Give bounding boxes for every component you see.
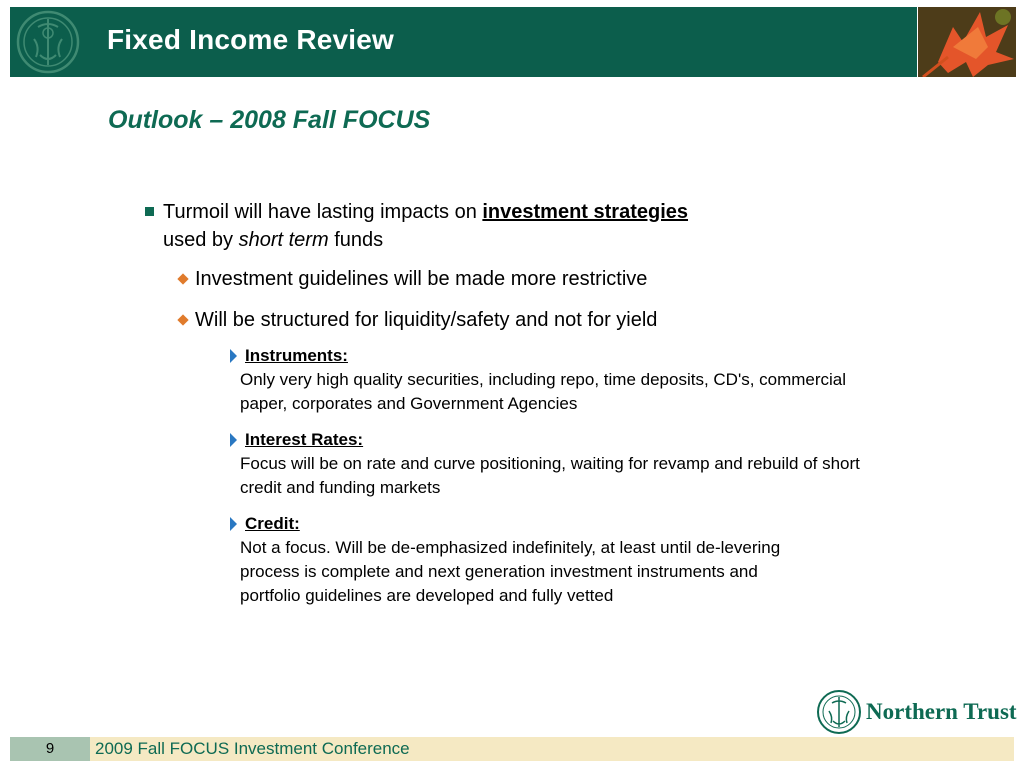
- detail-body: Only very high quality securities, including repo, time deposits, CD's, commercial paper, corporates and Government Agencies: [240, 370, 847, 413]
- arrow-bullet-icon: [230, 517, 237, 531]
- diamond-bullet-icon: [177, 314, 188, 325]
- detail-item-instruments: [240, 344, 860, 416]
- slide-subtitle: Outlook – 2008 Fall FOCUS: [108, 106, 431, 134]
- autumn-leaf-photo: [918, 7, 1016, 77]
- arrow-bullet-icon: [230, 349, 237, 363]
- main-bullet-line2-after: funds: [328, 229, 384, 251]
- main-bullet-line2-italic: short term: [238, 229, 329, 251]
- detail-item-credit: [240, 512, 810, 608]
- emblem-logo-icon: [10, 7, 94, 77]
- main-bullet-line2-before: used by: [163, 229, 239, 251]
- main-bullet: [163, 198, 863, 254]
- page-title: Fixed Income Review: [107, 24, 395, 55]
- arrow-bullet-icon: [230, 433, 237, 447]
- detail-body: Focus will be on rate and curve positioning, waiting for revamp and rebuild of short credit and funding markets: [240, 454, 860, 497]
- header-band: [10, 7, 917, 77]
- footer-bar: [10, 737, 1014, 761]
- northern-trust-wordmark: Northern Trust: [866, 699, 1017, 724]
- sub-bullet: [195, 265, 647, 293]
- diamond-bullet-icon: [177, 273, 188, 284]
- sub-bullet: [195, 306, 657, 334]
- main-bullet-emphasis: investment strategies: [482, 201, 689, 223]
- sub-bullet-text: Will be structured for liquidity/safety and not for yield: [195, 309, 658, 331]
- square-bullet-icon: [145, 207, 154, 216]
- footer-text: 2009 Fall FOCUS Investment Conference: [95, 739, 410, 758]
- northern-trust-logo: [816, 689, 1016, 735]
- main-bullet-text: Turmoil will have lasting impacts on: [163, 201, 483, 223]
- detail-body: Not a focus. Will be de-emphasized indefinitely, at least until de-levering process is complete and next generation investment instruments and portfolio guidelines are developed and fully vetted: [240, 538, 781, 605]
- detail-heading: Credit:: [245, 514, 300, 533]
- detail-heading: Instruments:: [245, 346, 348, 365]
- detail-item-interest-rates: [240, 428, 860, 500]
- detail-heading: Interest Rates:: [245, 430, 364, 449]
- northern-trust-emblem-icon: [816, 689, 862, 735]
- sub-bullet-text: Investment guidelines will be made more restrictive: [195, 268, 648, 290]
- page-number: 9: [10, 737, 90, 761]
